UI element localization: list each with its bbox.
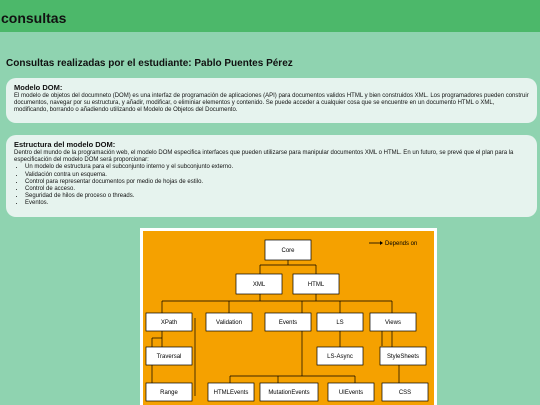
section-text: El modelo de objetos del documneto (DOM) es una interfaz de programación de aplicaciones (API) para documentos validos HTML y bien construidos XML. Los programadores pueden construir documentos, navegar por su estructura, y añadir, modificar, o eliminiar elementos y contenido. Se puede acceder a cualquier cosa que se encuentre en un documento HTML o XML, modificando, borrando o añadiendo utilizando el Modelo de Objetos del Documento.	[14, 93, 529, 114]
node-label-xpath: XPath	[160, 320, 178, 326]
node-label-stylesheets: StyleSheets	[386, 354, 420, 360]
feature-list	[14, 164, 529, 207]
legend-label: Depends on	[385, 241, 418, 247]
header-bar	[0, 0, 540, 32]
page-title: consultas	[1, 10, 67, 26]
list-item: • Validación contra un esquema.	[25, 172, 529, 179]
node-label-views: Views	[385, 320, 401, 326]
node-label-validation: Validation	[216, 320, 242, 326]
dom-modules-diagram	[140, 228, 437, 405]
node-label-html: HTML	[307, 282, 325, 288]
list-item: • Control de acceso.	[25, 186, 529, 193]
node-label-htmlevents: HTMLEvents	[213, 390, 249, 396]
node-label-uievents: UIEvents	[338, 390, 364, 396]
section-title: Estructura del modelo DOM:	[14, 140, 116, 149]
node-label-css: CSS	[398, 390, 412, 396]
subtitle: Consultas realizadas por el estudiante: Pablo Puentes Pérez	[6, 58, 293, 69]
list-item: • Seguridad de hilos de proceso o threads.	[25, 193, 529, 200]
node-label-xml: XML	[252, 282, 266, 288]
node-label-lsasync: LS-Async	[327, 354, 353, 360]
node-label-traversal: Traversal	[156, 354, 182, 360]
node-label-ls: LS	[336, 320, 344, 326]
section-text: Dentro del mundo de la programación web, el modelo DOM especifica interfaces que pueden utilizarse para manipular documentos XML o HTML. En un futuro, se prevé que el plan para la especificación del modelo DOM será proporcionar:	[14, 150, 514, 164]
section-estructura-dom	[6, 135, 537, 217]
section-title: Modelo DOM:	[14, 83, 63, 92]
node-label-core: Core	[281, 248, 295, 254]
list-item: • Control para representar documentos por medio de hojas de estilo.	[25, 179, 529, 186]
section-modelo-dom	[6, 78, 537, 123]
node-label-range: Range	[160, 390, 178, 396]
list-item: • Un modelo de estructura para el subconjunto interno y el subconjunto externo.	[25, 164, 529, 171]
node-label-events: Events	[278, 320, 298, 326]
node-label-mutationevents: MutationEvents	[268, 390, 310, 396]
list-item: • Eventos.	[25, 200, 529, 207]
